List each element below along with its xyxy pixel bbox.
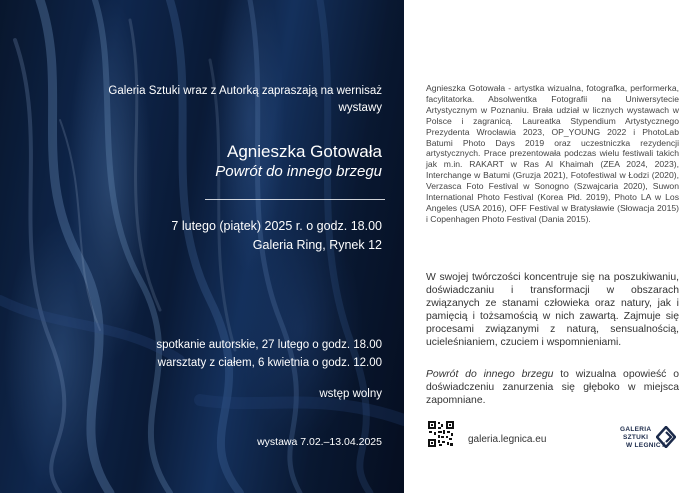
logo-line-1: GALERIA bbox=[620, 426, 652, 433]
exhibition-dates: wystawa 7.02.–13.04.2025 bbox=[257, 436, 382, 448]
essay-title: Powrót do innego brzegu bbox=[426, 369, 554, 380]
gallery-logo bbox=[620, 424, 678, 454]
opening-date: 7 lutego (piątek) 2025 r. o godz. 18.00 bbox=[171, 219, 382, 233]
author-meeting: spotkanie autorskie, 27 lutego o godz. 18.00 bbox=[156, 339, 382, 351]
logo-line-3: W LEGNICY bbox=[626, 442, 666, 449]
invitation-intro: Galeria Sztuki wraz z Autorką zapraszają na wernisaż wystawy bbox=[108, 85, 382, 114]
essay-text: to wizualna opowieść o doświadczeniu zanurzenia się głęboko w miejsca zapomniane. bbox=[426, 369, 680, 406]
exhibition-description bbox=[426, 368, 679, 407]
artist-name: Agnieszka Gotowała bbox=[227, 142, 382, 161]
workshop: warsztaty z ciałem, 6 kwietnia o godz. 12.00 bbox=[157, 357, 382, 369]
logo-line-2: SZTUKI bbox=[623, 434, 649, 441]
qr-code-icon[interactable] bbox=[428, 421, 454, 447]
venue: Galeria Ring, Rynek 12 bbox=[252, 238, 382, 252]
artist-bio: Agnieszka Gotowała - artystka wizualna, fotografka, performerka, facylitatorka. Absolwentka Fotografii na Uniwersytecie Artystycznym w Poznaniu. Brała udział w licznych wystawach w Polsce i zagranicą. Laureatka Stypendium Artystycznego Prezydenta Wrocławia 2023, OP_YOUNG 2022 i PhotoLab Batumi Photo Days 2019 oraz uczestniczka rezydencji artystycznych. Prace prezentowała podczas wielu festiwali takich jak m.in. RAKART w Ras Al Khaimah (ZEA 2024, 2023), Interchange w Batumi (Gruzja 2021), Fotofestiwal w Łodzi (2020), Verzasca Foto Festival w Sonogno (Szwajcaria 2020), Suwon International Photo Festival (Korea Płd. 2019), Photo LA w Los Angeles (USA 2016), OFF Festival w Bratysławie (Słowacja 2015) i Copenhagen Photo Festival (Dania 2015). bbox=[426, 83, 679, 224]
artist-practice: W swojej twórczości koncentruje się na poszukiwaniu, doświadczaniu i transformacji w obszarach związanych ze stanami człowieka oraz natury, jak i pamięcią i tożsamością w nich zawartą. Zajmuje się procesami związanymi z naturą, sensualnością, ucieleśnianiem, czuciem i wspomnieniami. bbox=[426, 272, 679, 348]
website-link[interactable]: galeria.legnica.eu bbox=[468, 434, 547, 445]
text-panel bbox=[404, 0, 700, 493]
logo-mark-icon bbox=[656, 426, 676, 448]
exhibition-title: Powrót do innego brzegu bbox=[215, 163, 382, 180]
divider bbox=[205, 199, 385, 200]
admission-note: wstęp wolny bbox=[319, 388, 382, 400]
